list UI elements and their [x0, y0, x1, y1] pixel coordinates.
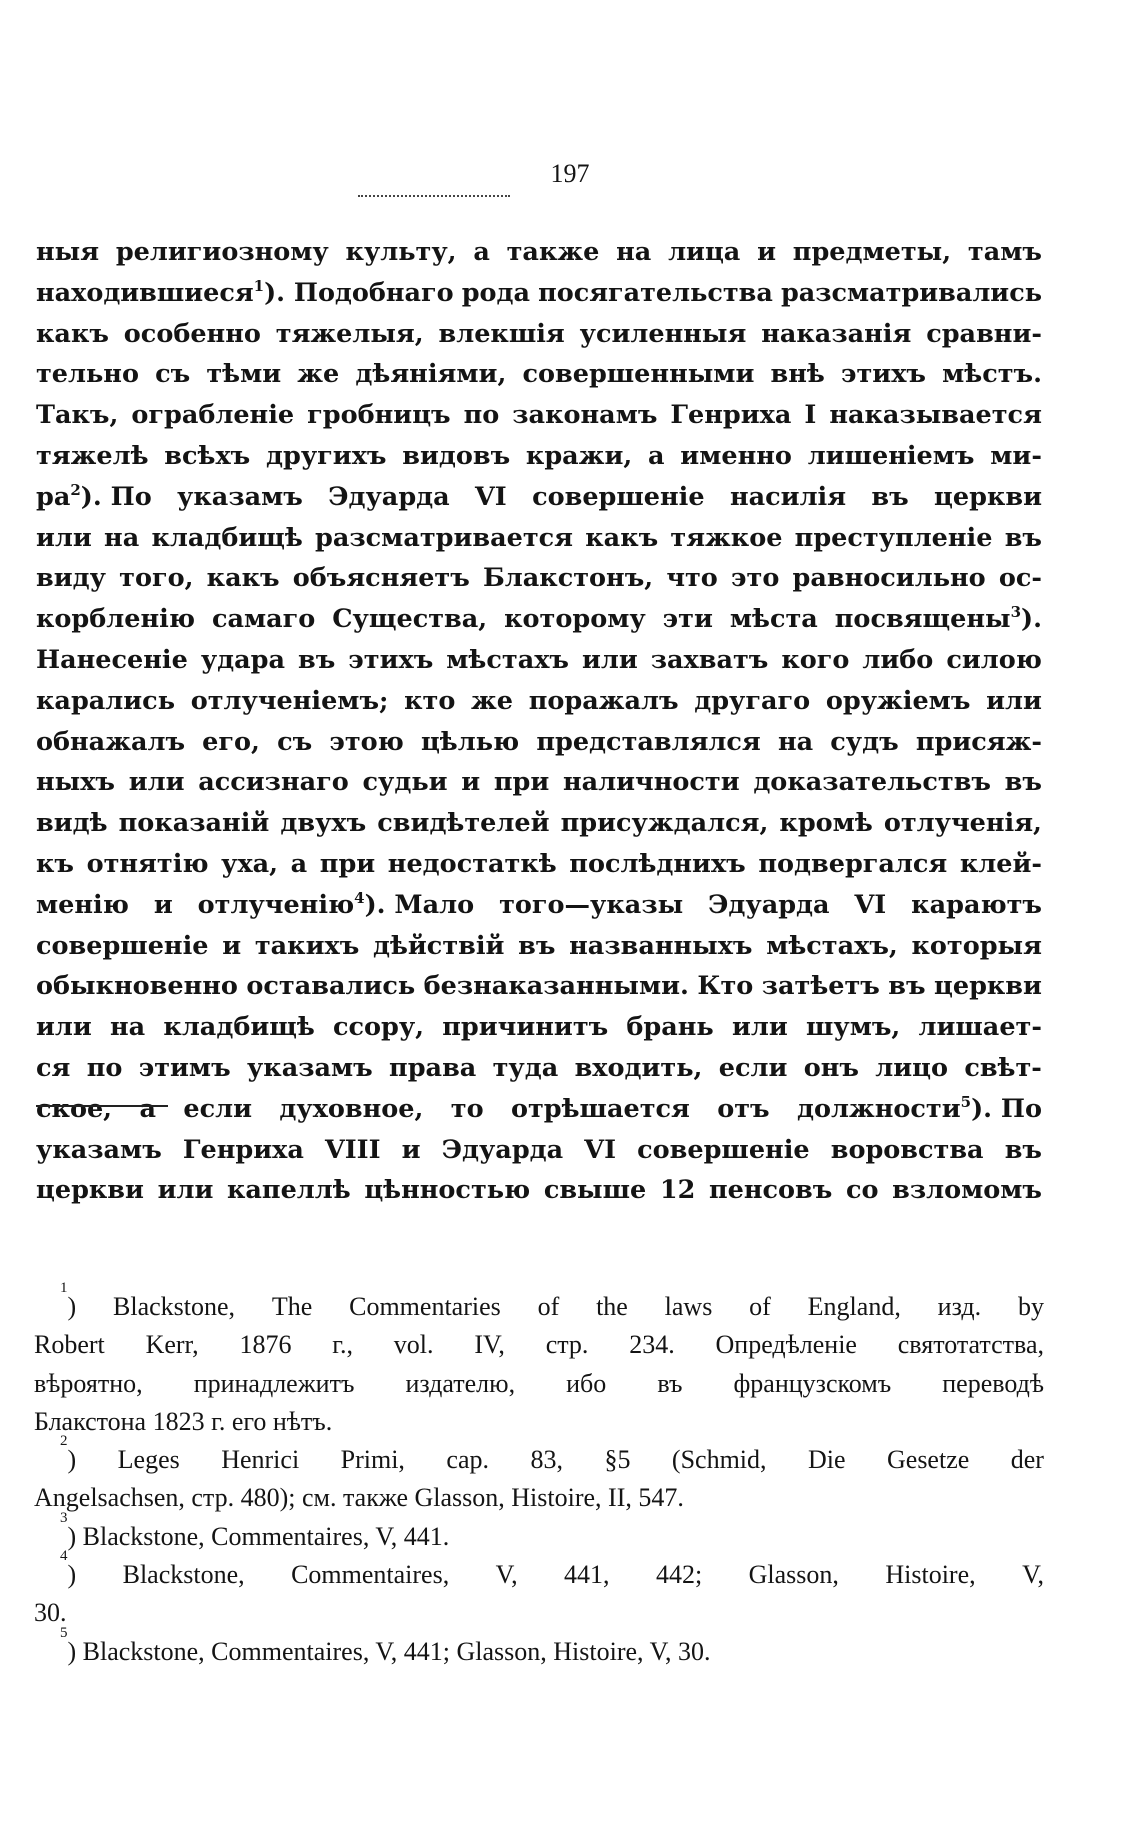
word: Генриха [182, 1134, 304, 1165]
word: или [36, 522, 92, 553]
body-line [36, 966, 1042, 1007]
body-line [36, 518, 1042, 559]
word: либо [862, 644, 934, 675]
word: или [157, 1175, 214, 1206]
word: ми- [990, 440, 1042, 471]
word: ся [36, 1052, 71, 1083]
word: какъ [206, 563, 280, 594]
footnote-text: ) Blackstone, Commentaires, V, 441; Glasson, Histoire, V, 30. [67, 1636, 711, 1666]
word: Эдуарда [708, 889, 830, 920]
footnote-reference[interactable]: 1 [253, 276, 265, 295]
footnote-line [34, 1365, 1044, 1403]
word: въ [298, 644, 336, 675]
body-line [36, 273, 1042, 314]
body-line [36, 558, 1042, 599]
body-line [36, 436, 1042, 477]
footnote-line [34, 1594, 1044, 1632]
body-text [36, 232, 1042, 1211]
footnote-line [34, 1433, 1044, 1479]
word: мѣста [729, 604, 818, 635]
word: то [450, 1093, 484, 1124]
word: лица [668, 237, 741, 267]
footnote-text: ) Leges Henrici Primi, cap. 83, §5 (Schmid, Die Gesetze der [67, 1445, 1044, 1475]
word: захватъ [650, 644, 769, 675]
footnote-reference[interactable]: 3 [1010, 603, 1022, 622]
word: Блакстонъ, [482, 563, 654, 594]
word: къ [36, 848, 74, 879]
word: отъ [717, 1093, 770, 1124]
body-line [36, 885, 1042, 926]
word: видовъ [402, 440, 511, 471]
footnote-separator [36, 1105, 168, 1107]
footnote-line [34, 1548, 1044, 1594]
word: а [648, 440, 665, 471]
body-line [36, 640, 1042, 681]
word: какъ [585, 522, 659, 553]
word: посягательства [538, 277, 773, 308]
word: безнаказанными. [423, 971, 689, 1002]
word: свѣт- [964, 1052, 1042, 1083]
word: кладбищѣ [151, 522, 303, 553]
word: VIII [324, 1134, 381, 1165]
word: въ [1004, 1134, 1042, 1165]
word: представлялся [536, 726, 761, 757]
word: а [139, 1093, 156, 1124]
word: въ [888, 971, 926, 1002]
word: церкви [934, 971, 1042, 1002]
word: же [471, 685, 514, 716]
footnote-line [34, 1624, 1044, 1671]
word: со [845, 1175, 879, 1206]
word: ассизнаго [198, 767, 349, 798]
word: VI [584, 1134, 616, 1165]
word: судъ [830, 726, 899, 757]
word: доказательствъ [753, 767, 991, 798]
word: это [731, 563, 780, 594]
body-line [36, 1089, 1042, 1130]
word: и [401, 1134, 421, 1165]
word: I [804, 400, 817, 431]
word: Такъ, [36, 400, 119, 431]
word: наказывается [829, 400, 1042, 431]
word: судьи [362, 767, 448, 798]
footnote-text: 30. [34, 1598, 67, 1628]
word: на [110, 1012, 146, 1043]
word: влекшія [438, 318, 565, 349]
word: клей- [959, 848, 1042, 879]
word: лицо [875, 1052, 948, 1083]
word: усиленныя [579, 318, 747, 349]
footnote-text: ) Blackstone, Commentaires, V, 441, 442; Glasson, Histoire, V, [67, 1560, 1044, 1590]
footnote-line [34, 1280, 1044, 1326]
word: Нанесеніе [36, 644, 188, 675]
body-line [36, 762, 1042, 803]
word: законамъ [512, 400, 658, 431]
word: должности$^5$). По [796, 1092, 1042, 1124]
word: права [389, 1052, 477, 1083]
word: пенсовъ [708, 1175, 833, 1206]
word: которому [504, 604, 646, 635]
word: двухъ [280, 808, 367, 839]
word: при [319, 848, 376, 879]
word: въ [518, 930, 556, 961]
word: видѣ [36, 808, 108, 839]
footnote-text: Robert Kerr, 1876 г., vol. IV, стр. 234. Опредѣленіе святотатства, [34, 1330, 1044, 1360]
body-line [36, 477, 1042, 518]
word: что [666, 563, 718, 594]
word: Генриха [670, 400, 792, 431]
footnote-line [34, 1509, 1044, 1556]
page-number: 197 [550, 159, 590, 188]
word: указамъ [177, 481, 303, 512]
word: виду [36, 563, 106, 594]
word: удара [200, 644, 286, 675]
word: послѣднихъ [569, 848, 746, 879]
word: или [731, 1012, 788, 1043]
word: мѣстахъ [446, 644, 569, 675]
word: этою [329, 726, 404, 757]
word: на [104, 522, 140, 553]
word: тяжкое [670, 522, 783, 553]
footnote-text: ) Blackstone, The Commentaries of the laws of England, изд. by [67, 1292, 1044, 1321]
word: религиозному [115, 237, 329, 267]
word: его, [202, 726, 260, 757]
word: по [86, 1052, 123, 1083]
footnotes [34, 1280, 1044, 1671]
word: наличности [562, 767, 740, 798]
word: церкви [934, 481, 1042, 512]
word: совершеніе [532, 481, 705, 512]
word: самаго [211, 604, 316, 635]
word: цѣнностью [364, 1175, 531, 1206]
word: если [718, 1052, 788, 1083]
word: отрѣшается [510, 1093, 690, 1124]
body-line [36, 354, 1042, 395]
word: тѣми [206, 359, 282, 390]
word: разсматривается [315, 522, 574, 553]
word: и [153, 889, 173, 920]
word: кражи, [525, 440, 633, 471]
word: причинитъ [442, 1012, 609, 1043]
word: наказанія [761, 318, 912, 349]
word: на [616, 237, 652, 267]
word: мѣстъ. [942, 359, 1042, 390]
word: кладбищѣ [163, 1012, 315, 1043]
footnote-number: 3 [60, 1509, 68, 1526]
word: эти [662, 604, 713, 635]
word: указамъ [246, 1052, 373, 1083]
body-line [36, 681, 1042, 722]
word: подвергался [758, 848, 948, 879]
word: же [297, 359, 340, 390]
word: недостаткѣ [387, 848, 557, 879]
word: кого [781, 644, 850, 675]
footnote-reference[interactable]: 2 [70, 480, 81, 499]
body-line [36, 1048, 1042, 1089]
word: на [777, 726, 814, 757]
word: кто [404, 685, 456, 716]
word: особенно [123, 318, 261, 349]
body-line [36, 803, 1042, 844]
word: объясняетъ [292, 563, 470, 594]
word: гробницъ [307, 400, 451, 431]
word: или [36, 1012, 92, 1043]
word: этихъ [840, 359, 926, 390]
footnote-text: Блакстона 1823 г. его нѣтъ. [34, 1406, 333, 1436]
word: корбленію [36, 604, 195, 635]
word: внѣ [770, 359, 825, 390]
word: онъ [803, 1052, 859, 1083]
word: рода [461, 277, 530, 308]
word: совершеніе [637, 1134, 810, 1165]
footnote-line [34, 1403, 1044, 1441]
word: мѣстахъ, [766, 930, 898, 961]
body-line [36, 314, 1042, 355]
footnote-text: вѣроятно, принадлежитъ издателю, ибо въ французскомъ переводѣ [34, 1368, 1044, 1398]
word: входить, [574, 1052, 703, 1083]
word: равносильно [792, 563, 986, 594]
word: ское, [36, 1093, 113, 1124]
word: оружіемъ [825, 685, 971, 716]
page-number-ornament [358, 195, 510, 202]
word: карались [36, 685, 176, 716]
word: церкви [36, 1175, 144, 1206]
word: посвящены$^3$). [834, 603, 1042, 635]
word: шумъ, [805, 1012, 901, 1043]
word: поражалъ [528, 685, 679, 716]
word: лишает- [918, 1012, 1042, 1043]
word: присяж- [915, 726, 1042, 757]
word: а [473, 237, 490, 267]
word: всѣхъ [164, 440, 251, 471]
word: названныхъ [569, 930, 753, 961]
word: Кто [697, 971, 754, 1002]
word: въ [871, 481, 909, 512]
word: затѣетъ [761, 971, 880, 1002]
body-line [36, 1007, 1042, 1048]
word: другихъ [266, 440, 387, 471]
word: капеллѣ [226, 1175, 351, 1206]
word: отлученія, [883, 808, 1042, 839]
body-line [36, 599, 1042, 640]
word: при [493, 767, 550, 798]
word: показаній [118, 808, 270, 839]
word: VI [854, 889, 887, 920]
word: или [986, 685, 1042, 716]
word: и [222, 930, 242, 961]
word: предметы, [792, 237, 952, 267]
word: брань [626, 1012, 714, 1043]
word: тельно [36, 359, 139, 390]
word: съ [155, 359, 191, 390]
word: именно [680, 440, 792, 471]
word: или [128, 767, 185, 798]
word: тяжелѣ [36, 440, 149, 471]
footnote-number: 5 [60, 1624, 68, 1641]
word: ограбленіе [131, 400, 295, 431]
word: дѣяніями, [355, 359, 507, 390]
word: если [183, 1093, 252, 1124]
word: менію [36, 889, 129, 920]
word: духовное, [279, 1093, 424, 1124]
word: насилія [729, 481, 847, 512]
word: обыкновенно [36, 971, 238, 1002]
word: и [461, 767, 481, 798]
word: такихъ [254, 930, 360, 961]
word: караютъ [911, 889, 1042, 920]
word: обнажалъ [36, 726, 186, 757]
word: того—указы [499, 889, 684, 920]
word: совершенными [522, 359, 755, 390]
body-line [36, 395, 1042, 436]
word: отлученію$^4$). Мало [197, 888, 475, 920]
word: Эдуарда [328, 481, 450, 512]
word: по [463, 400, 500, 431]
word: оставались [246, 971, 416, 1002]
word: ссору, [332, 1012, 425, 1043]
word: туда [492, 1052, 559, 1083]
word: тяжелыя, [275, 318, 424, 349]
word: отлученіемъ; [190, 685, 389, 716]
footnote-text: ) Blackstone, Commentaires, V, 441. [67, 1521, 450, 1551]
word: свыше [543, 1175, 647, 1206]
word: этихъ [348, 644, 434, 675]
word: ра$^2$). По [36, 480, 152, 512]
word: находившиеся$^1$). Подобнаго [36, 276, 454, 308]
word: или [581, 644, 638, 675]
word: указамъ [36, 1134, 162, 1165]
word: воровства [830, 1134, 984, 1165]
word: Существа, [332, 604, 488, 635]
body-line [36, 926, 1042, 967]
word: ос- [998, 563, 1042, 594]
word: совершеніе [36, 930, 209, 961]
word: также [506, 237, 600, 267]
word: съ [277, 726, 313, 757]
word: какъ [36, 318, 109, 349]
word: 12 [659, 1175, 696, 1206]
word: въ [1004, 767, 1042, 798]
footnote-line [34, 1479, 1044, 1517]
word: дѣйствій [372, 930, 505, 961]
footnote-number: 4 [60, 1548, 68, 1565]
body-line [36, 722, 1042, 763]
word: взломомъ [892, 1175, 1042, 1206]
body-line [36, 1130, 1042, 1171]
word: Эдуарда [441, 1134, 564, 1165]
word: культу, [345, 237, 457, 267]
word: отнятію [86, 848, 209, 879]
word: кромѣ [779, 808, 873, 839]
word: лишеніемъ [807, 440, 975, 471]
footnote-line [34, 1326, 1044, 1364]
word: разсматривались [780, 277, 1042, 308]
body-line [36, 1170, 1042, 1211]
word: VI [475, 481, 507, 512]
word: силою [946, 644, 1042, 675]
body-line [36, 844, 1042, 885]
word: преступленіе [794, 522, 993, 553]
footnote-text: Angelsachsen, стр. 480); см. также Glasson, Histoire, II, 547. [34, 1483, 684, 1513]
footnote-number: 2 [60, 1433, 68, 1450]
footnote-number: 1 [60, 1280, 68, 1296]
word: которыя [911, 930, 1042, 961]
word: а [290, 848, 308, 879]
word: свидѣтелей [377, 808, 550, 839]
word: другаго [694, 685, 811, 716]
word: въ [1004, 522, 1042, 553]
word: уха, [221, 848, 279, 879]
footnote-reference[interactable]: 4 [354, 888, 365, 907]
word: сравни- [926, 318, 1042, 349]
word: этимъ [138, 1052, 231, 1083]
word: ныя [36, 237, 100, 267]
word: тамъ [967, 237, 1042, 267]
footnote-reference[interactable]: 5 [960, 1092, 972, 1111]
word: присуждался, [560, 808, 769, 839]
word: того, [119, 563, 194, 594]
word: цѣлью [420, 726, 520, 757]
word: и [757, 237, 777, 267]
body-line [36, 232, 1042, 273]
word: ныхъ [36, 767, 115, 798]
